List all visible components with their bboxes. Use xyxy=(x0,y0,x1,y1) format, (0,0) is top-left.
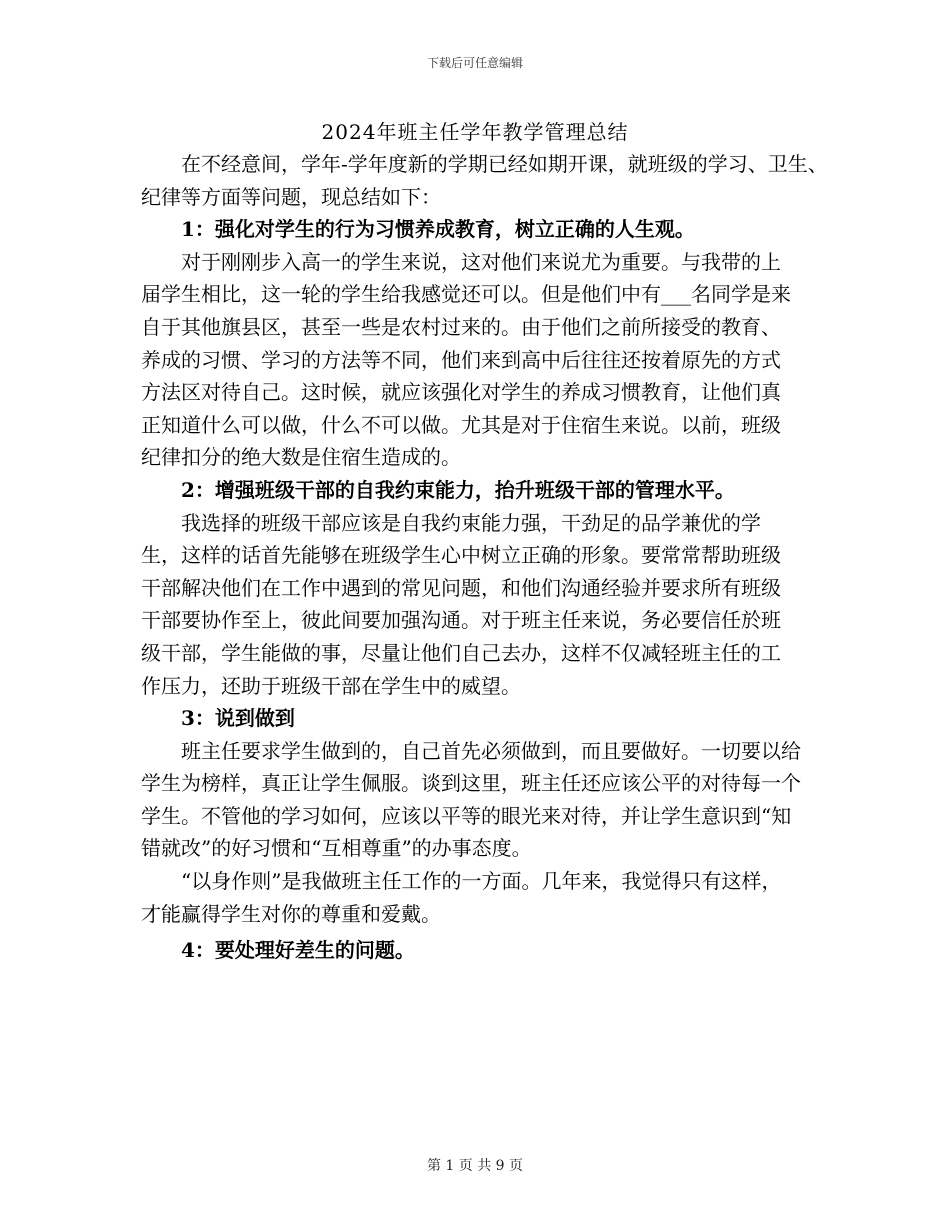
section-2-heading: 2：增强班级干部的自我约束能力，抬升班级干部的管理水平。 xyxy=(181,477,735,502)
section-3-paragraph-1: 班主任要求学生做到的，自己首先必须做到，而且要做好。一切要以给学生为榜样，真正让学生佩服。谈到这里，班主任还应该公平的对待每一个学生。不管他的学习如何，应该以平等的眼光来对待，并让学生意识到“知错就改”的好习惯和“互相尊重”的办事态度。 xyxy=(141,738,801,861)
page-footer: 第 1 页 共 9 页 xyxy=(426,1158,524,1174)
section-1-heading: 1：强化对学生的行为习惯养成教育，树立正确的人生观。 xyxy=(181,217,695,242)
section-3-paragraph-2: “以身作则”是我做班主任工作的一方面。几年来，我觉得只有这样，才能赢得学生对你的尊重和爱戴。 xyxy=(141,869,782,926)
document-title: 2024年班主任学年教学管理总结 xyxy=(321,120,629,144)
section-4-heading: 4：要处理好差生的问题。 xyxy=(181,938,415,963)
section-1-paragraph: 对于刚刚步入高一的学生来说，这对他们来说尤为重要。与我带的上届学生相比，这一轮的学生给我感觉还可以。但是他们中有___名同学是来自于其他旗县区，甚至一些是农村过来的。由于他们之前所接受的教育、养成的习惯、学习的方法等不同，他们来到高中后往往还按着原先的方式方法区对待自己。这时候，就应该强化对学生的养成习惯教育，让他们真正知道什么可以做，什么不可以做。尤其是对于住宿生来说。以前，班级纪律扣分的绝大数是住宿生造成的。 xyxy=(141,249,791,470)
document-body xyxy=(141,148,828,967)
section-3-heading: 3：说到做到 xyxy=(181,706,295,731)
section-2-paragraph: 我选择的班级干部应该是自我约束能力强，干劲足的品学兼优的学生，这样的话首先能够在班级学生心中树立正确的形象。要常常帮助班级干部解决他们在工作中遇到的常见问题，和他们沟通经验并要求所有班级干部要协作至上，彼此间要加强沟通。对于班主任来说，务必要信任於班级干部，学生能做的事，尽量让他们自己去办，这样不仅减轻班主任的工作压力，还助于班级干部在学生中的威望。 xyxy=(141,510,781,698)
intro-paragraph: 在不经意间，学年-学年度新的学期已经如期开课，就班级的学习、卫生、纪律等方面等问题，现总结如下： xyxy=(141,152,828,209)
page-header-note: 下载后可任意编辑 xyxy=(426,56,523,70)
